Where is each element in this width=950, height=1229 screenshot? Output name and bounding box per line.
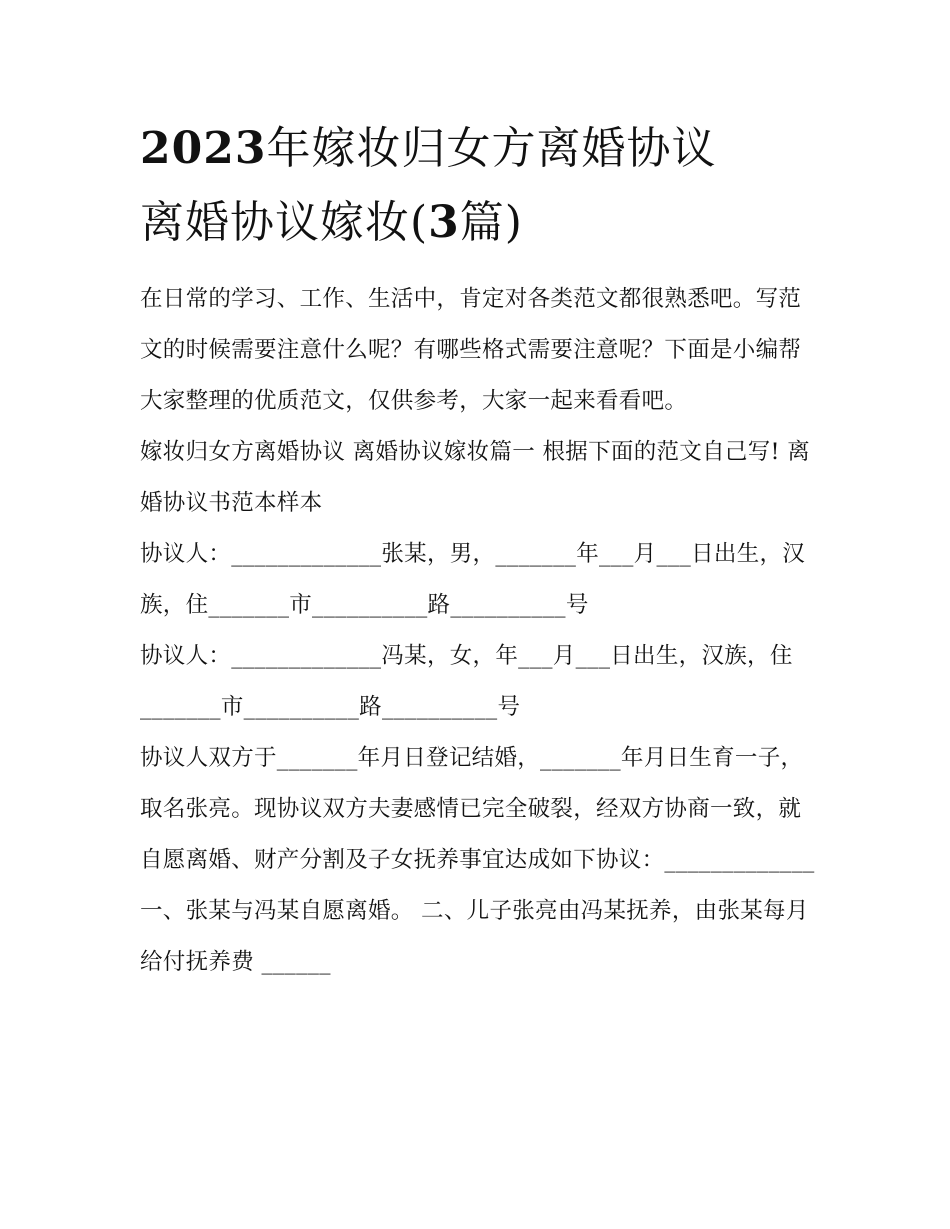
paragraph-party-a: 协议人：_____________张某，男，_______年___月___日出生，汉族，住_______市__________路__________号 [140, 541, 806, 618]
page-title [140, 112, 820, 260]
paragraph-marriage-info: 协议人双方于_______年月日登记结婚，_______年月日生育一子，取名张亮。现协议双方夫妻感情已完全破裂，经双方协商一致，就自愿离婚、财产分割及子女抚养事宜达成如下协议：_____________ [140, 745, 815, 873]
title-year: 2023 [140, 123, 267, 174]
title-line1-text: 年嫁妆归女方离婚协议 [266, 123, 717, 174]
title-line2-text-b: 篇) [459, 197, 523, 248]
paragraph-intro: 在日常的学习、工作、生活中，肯定对各类范文都很熟悉吧。写范文的时候需要注意什么呢？有哪些格式需要注意呢？下面是小编帮大家整理的优质范文，仅供参考，大家一起来看看吧。 [140, 286, 802, 414]
paragraph-section-heading: 嫁妆归女方离婚协议 离婚协议嫁妆篇一 根据下面的范文自己写! 离婚协议书范本样本 [140, 439, 811, 516]
document-body [140, 274, 820, 988]
paragraph-terms: 一、张某与冯某自愿离婚。 二、儿子张亮由冯某抚养，由张某每月给付抚养费 ______ [140, 898, 809, 975]
title-line2-text-a: 离婚协议嫁妆( [140, 197, 429, 248]
title-count: 3 [428, 197, 460, 248]
paragraph-party-b: 协议人：_____________冯某，女，年___月___日出生，汉族，住_______市__________路__________号 [140, 643, 793, 720]
